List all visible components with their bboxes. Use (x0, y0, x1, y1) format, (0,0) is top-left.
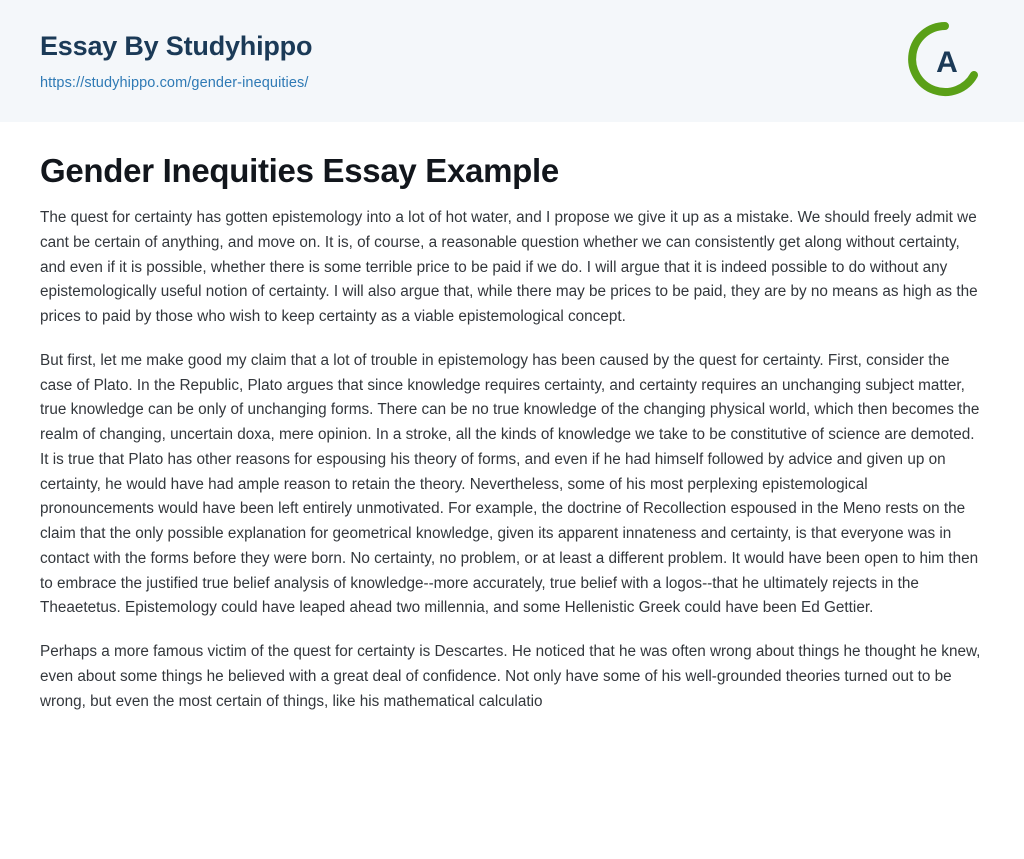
svg-text:A: A (936, 46, 958, 79)
paragraph-3: Perhaps a more famous victim of the quest for certainty is Descartes. He noticed that he was often wrong about things he thought he knew, even about some things he believed with a great deal of confidence. Not only have some of his well-grounded theories turned out to be wrong, but even the most certain of things, like his mathematical calculatio (40, 643, 981, 710)
article-body (0, 122, 1024, 715)
site-header (0, 0, 1024, 122)
paragraph-1: The quest for certainty has gotten epistemology into a lot of hot water, and I propose we give it up as a mistake. We should freely admit we cant be certain of anything, and move on. It is, of course, a reasonable question whether we can consistently get along without certainty, and even if it is possible, whether there is some terrible price to be paid if we do. I will argue that it is indeed possible to do without any epistemologically useful notion of certainty. I will also argue that, while there may be prices to be paid, they are by no means as high as the prices to paid by those who wish to keep certainty as a viable epistemological concept. (40, 209, 978, 326)
studyhippo-logo-icon (904, 18, 986, 100)
page-title: Gender Inequities Essay Example (40, 152, 559, 189)
site-url-link[interactable]: https://studyhippo.com/gender-inequities/ (40, 75, 309, 92)
brand-name: Studyhippo (165, 31, 313, 61)
paragraph-2: But first, let me make good my claim that a lot of trouble in epistemology has been caused by the quest for certainty. First, consider the case of Plato. In the Republic, Plato argues that since knowledge requires certainty, and certainty requires an unchanging subject matter, true knowledge can be only of unchanging forms. There can be no true knowledge of the changing physical world, which then becomes the realm of changing, uncertain doxa, mere opinion. In a stroke, all the kinds of knowledge we take to be constitutive of science are demoted. It is true that Plato has other reasons for espousing his theory of forms, and even if he had himself followed by advice and given up on certainty, he would have had ample reason to retain the theory. Nevertheless, some of his most perplexing epistemological pronouncements would have been left entirely unmotivated. For example, the doctrine of Recollection espoused in the Meno rests on the claim that the only possible explanation for geometrical knowledge, given its apparent innateness and certainty, is that everyone was in contact with the forms before they were born. No certainty, no problem, or at least a different problem. It would have been open to him then to embrace the justified true belief analysis of knowledge--more accurately, true belief with a logos--that he ultimately rejects in the Theaetetus. Epistemology could have leaped ahead two millennia, and some Hellenistic Greek could have been Ed Gettier. (40, 351, 980, 617)
brand-prefix: Essay By (40, 31, 166, 61)
brand-title (40, 30, 984, 62)
